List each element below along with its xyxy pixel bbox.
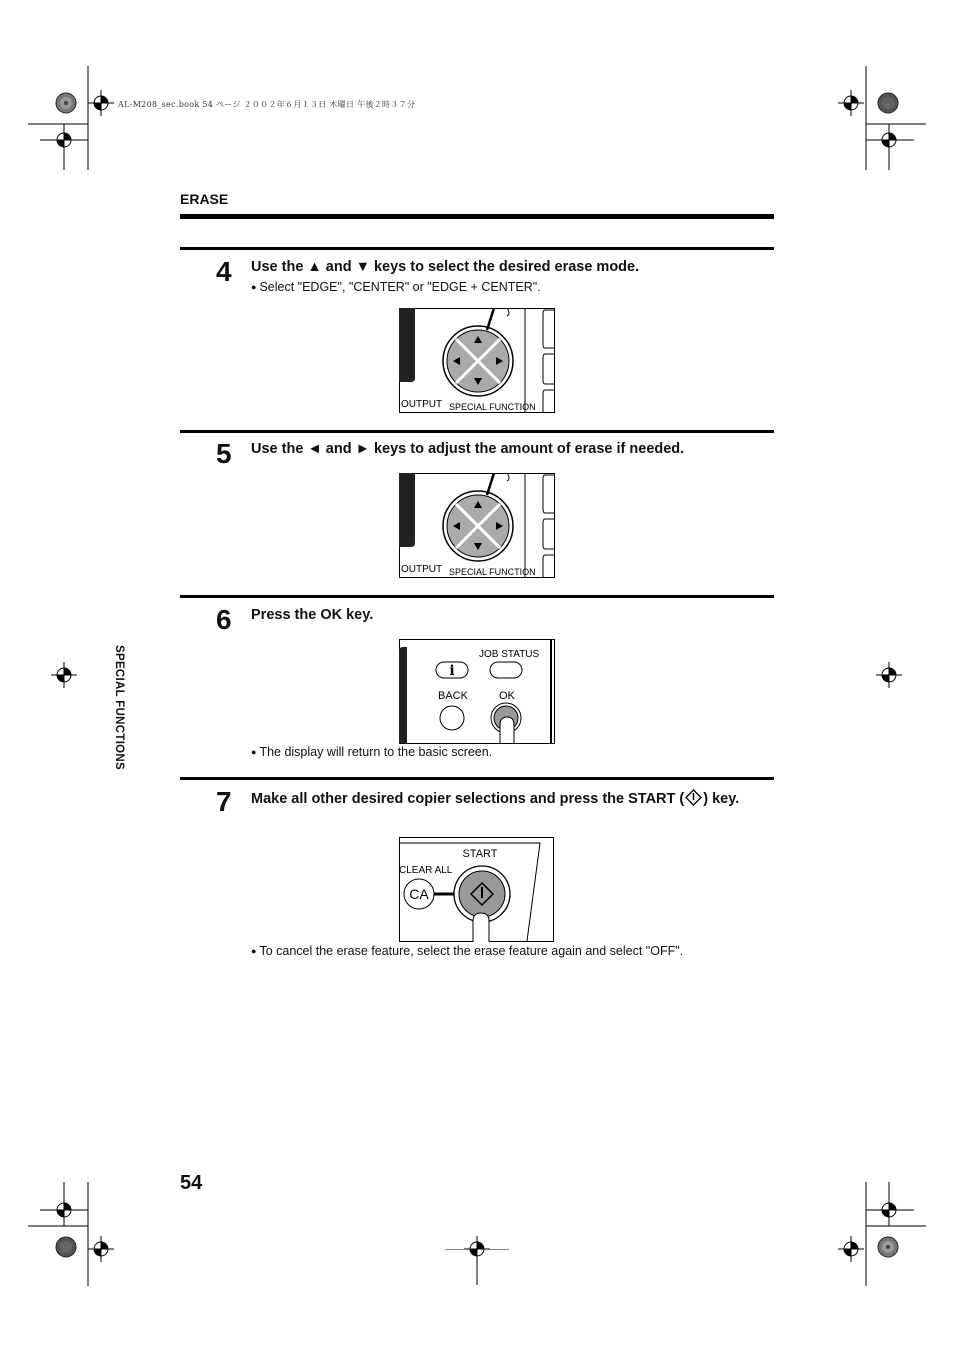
step-number: 5	[216, 438, 232, 469]
job-status-label: JOB STATUS	[479, 649, 540, 660]
step-instruction	[251, 789, 774, 807]
side-label	[111, 645, 125, 785]
info-icon: i	[449, 663, 455, 679]
back-label: BACK	[438, 690, 468, 702]
step-number: 4	[216, 256, 232, 287]
registration-crosshair-icon	[876, 662, 902, 688]
registration-crosshair-icon	[51, 662, 77, 688]
step-number: 7	[216, 786, 232, 817]
special-function-label: SPECIAL FUNCTION	[449, 402, 536, 412]
step-rule	[180, 595, 774, 598]
arrow-keys-illustration	[399, 308, 556, 414]
step-number: 6	[216, 604, 232, 635]
color-target-icon	[877, 1236, 899, 1258]
step-instruction-part1: Make all other desired copier selections and press the START (	[251, 791, 685, 807]
step-instruction: Use the ◄ and ► keys to adjust the amount of erase if needed.	[251, 441, 685, 457]
page-number: 54	[180, 1172, 203, 1194]
step-instruction: Use the ▲ and ▼ keys to select the desired erase mode.	[251, 259, 640, 275]
finger-icon	[473, 913, 489, 942]
ca-label: CA	[409, 886, 429, 902]
step-instruction: Press the OK key.	[251, 607, 374, 623]
registration-crosshair-icon	[876, 1197, 902, 1223]
special-function-label: SPECIAL FUNCTION	[449, 567, 536, 577]
step-note: ● To cancel the erase feature, select the erase feature again and select "OFF".	[251, 944, 683, 958]
registration-crosshair-icon	[88, 90, 114, 116]
print-info: AL-M208_sec.book 54 ページ ２００２年６月１３日 木曜日 午後２時３７分	[118, 100, 416, 109]
side-label-text: SPECIAL FUNCTIONS	[113, 645, 125, 771]
color-target-icon	[877, 92, 899, 114]
color-target-icon	[55, 92, 77, 114]
finger-icon	[500, 717, 514, 743]
step-rule	[180, 430, 774, 433]
start-label: START	[462, 848, 498, 860]
registration-crosshair-icon	[51, 127, 77, 153]
registration-crosshair-icon	[876, 127, 902, 153]
clear-all-label: CLEAR ALL	[399, 865, 453, 876]
step-note: ● Select "EDGE", "CENTER" or "EDGE + CENTER".	[251, 280, 541, 294]
registration-crosshair-icon	[51, 1197, 77, 1223]
registration-crosshair-icon	[838, 90, 864, 116]
title-rule	[180, 214, 774, 219]
step-rule	[180, 247, 774, 250]
output-label: OUTPUT	[401, 399, 443, 410]
start-key-icon	[685, 789, 702, 806]
registration-crosshair-icon	[838, 1236, 864, 1262]
arrow-keys-illustration	[399, 473, 556, 579]
ok-key-illustration	[399, 639, 556, 745]
output-label: OUTPUT	[401, 564, 443, 575]
step-note: ● The display will return to the basic screen.	[251, 745, 492, 759]
color-target-icon	[55, 1236, 77, 1258]
step-instruction-part2: ) key.	[703, 791, 740, 807]
ok-label: OK	[499, 690, 515, 702]
start-key-illustration	[399, 837, 556, 943]
registration-crosshair-icon	[88, 1236, 114, 1262]
section-title: ERASE	[180, 191, 229, 207]
crop-mark-bottom-center	[445, 1249, 509, 1289]
step-rule	[180, 777, 774, 780]
